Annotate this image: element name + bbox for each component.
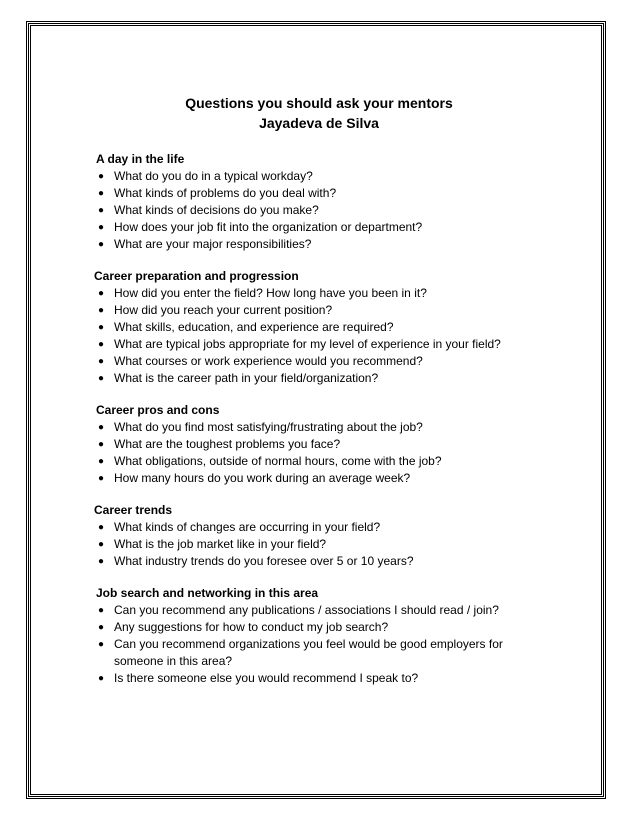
bullet-icon: ● <box>98 439 105 450</box>
list-item: ● What skills, education, and experience are required? <box>98 320 394 334</box>
question-list <box>94 151 534 702</box>
bullet-icon: ● <box>98 239 105 250</box>
list-item: ● How did you reach your current position? <box>98 303 333 317</box>
document-title: Questions you should ask your mentors <box>185 95 453 111</box>
bullet-icon: ● <box>98 373 105 384</box>
list-item: ● What is the career path in your field/organization? <box>98 371 379 385</box>
section-heading: Career trends <box>94 503 173 517</box>
section-heading: Career pros and cons <box>96 403 220 417</box>
bullet-icon: ● <box>98 188 105 199</box>
list-item: ● What kinds of problems do you deal with? <box>98 186 337 200</box>
bullet-icon: ● <box>98 605 105 616</box>
bullet-icon: ● <box>98 522 105 533</box>
list-item: ● What kinds of changes are occurring in your field? <box>98 520 381 534</box>
list-item: ● Can you recommend organizations you feel would be good employers for someone in this area? <box>98 637 503 668</box>
bullet-icon: ● <box>98 222 105 233</box>
bullet-icon: ● <box>98 356 105 367</box>
section-career-preparation <box>94 268 534 387</box>
question-items <box>94 519 534 570</box>
list-item: ● Is there someone else you would recommend I speak to? <box>98 671 419 685</box>
question-items <box>94 168 534 253</box>
bullet-icon: ● <box>98 339 105 350</box>
bullet-icon: ● <box>98 639 105 650</box>
bullet-icon: ● <box>98 288 105 299</box>
section-job-search <box>94 585 534 687</box>
bullet-icon: ● <box>98 539 105 550</box>
list-item: ● What are your major responsibilities? <box>98 237 312 251</box>
list-item: ● What kinds of decisions do you make? <box>98 203 319 217</box>
bullet-icon: ● <box>98 473 105 484</box>
list-item: ● How did you enter the field? How long have you been in it? <box>98 286 427 300</box>
bullet-icon: ● <box>98 622 105 633</box>
list-item: ● What do you find most satisfying/frustrating about the job? <box>98 420 423 434</box>
list-item: ● What obligations, outside of normal hours, come with the job? <box>98 454 442 468</box>
list-item: ● What industry trends do you foresee over 5 or 10 years? <box>98 554 414 568</box>
bullet-icon: ● <box>98 171 105 182</box>
section-day-in-life <box>94 151 534 253</box>
list-item: ● What is the job market like in your field? <box>98 537 327 551</box>
list-item: ● How does your job fit into the organization or department? <box>98 220 423 234</box>
section-heading: A day in the life <box>96 152 185 166</box>
bullet-icon: ● <box>98 456 105 467</box>
list-item: ● What do you do in a typical workday? <box>98 169 313 183</box>
section-career-pros-cons <box>94 402 534 487</box>
bullet-icon: ● <box>98 322 105 333</box>
question-items <box>94 285 534 387</box>
bullet-icon: ● <box>98 673 105 684</box>
bullet-icon: ● <box>98 305 105 316</box>
list-item: ● Any suggestions for how to conduct my job search? <box>98 620 389 634</box>
bullet-icon: ● <box>98 205 105 216</box>
list-item: ● Can you recommend any publications / associations I should read / join? <box>98 603 499 617</box>
section-heading: Career preparation and progression <box>94 269 299 283</box>
title-block <box>0 93 638 133</box>
bullet-icon: ● <box>98 422 105 433</box>
question-items <box>94 419 534 487</box>
question-items <box>94 602 534 687</box>
list-item: ● How many hours do you work during an average week? <box>98 471 411 485</box>
section-heading: Job search and networking in this area <box>96 586 319 600</box>
list-item: ● What courses or work experience would you recommend? <box>98 354 423 368</box>
list-item: ● What are the toughest problems you face? <box>98 437 341 451</box>
list-item: ● What are typical jobs appropriate for my level of experience in your field? <box>98 337 501 351</box>
section-career-trends <box>94 502 534 570</box>
document-author: Jayadeva de Silva <box>259 115 379 131</box>
bullet-icon: ● <box>98 556 105 567</box>
